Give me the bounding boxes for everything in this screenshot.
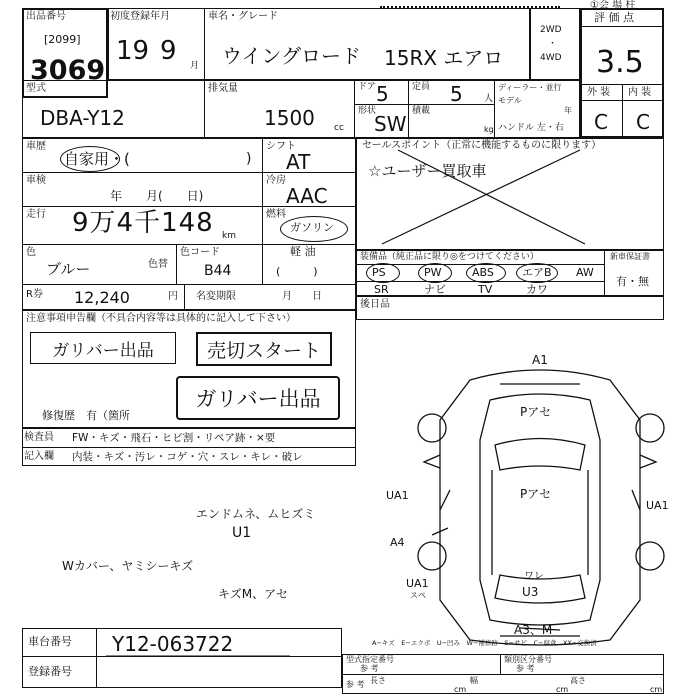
chassis-label: 車台番号	[28, 635, 72, 648]
new-warranty-value: 有・無	[616, 275, 649, 288]
grade: 15RX エアロ	[384, 46, 504, 70]
r-value: 12,240	[74, 288, 130, 307]
handwritten-note-2: U1	[232, 525, 252, 541]
fuel-label: 燃料	[266, 209, 286, 220]
inspector-label: 検査員	[24, 432, 54, 443]
mileage-value: 9万4千148	[72, 208, 214, 238]
shift-value: AT	[286, 150, 311, 174]
windshield	[495, 439, 585, 471]
mark-a1-top: A1	[532, 353, 548, 367]
color-code-title: 色コード	[180, 247, 220, 258]
capacity-value: 5	[450, 82, 463, 106]
stamp-gulliver-1: ガリバー出品	[30, 332, 176, 364]
legend-row1: FW・キズ・飛石・ヒビ割・リペア跡・×要	[72, 432, 276, 444]
first-reg-month: 9	[160, 36, 177, 66]
ext-label: 外 装	[587, 87, 611, 98]
model-year-label: モデル	[498, 96, 522, 105]
equip-abs: ABS	[472, 266, 494, 279]
cross-line-2	[382, 150, 580, 244]
car-inner	[480, 394, 600, 625]
lot-label: 出品番号	[26, 11, 66, 22]
first-reg-label: 初度登録年月	[110, 11, 170, 22]
selling-value: ☆ユーザー買取車	[368, 162, 487, 180]
color-code-value: B44	[204, 263, 232, 279]
entry-label: 記入欄	[24, 451, 54, 462]
displacement-label: 排気量	[208, 83, 238, 94]
kg-unit: kg	[484, 125, 494, 134]
equip-aw: AW	[576, 266, 594, 279]
venue-label: ①会 場 柱	[590, 0, 636, 11]
shape-label: 形状	[358, 106, 377, 116]
model-value: DBA-Y12	[40, 106, 125, 130]
mark-ua1-bottom: UA1	[406, 577, 429, 590]
stamp-start: 売切スタート	[196, 332, 332, 366]
name-label: 車名・グレード	[208, 11, 278, 22]
shift-label: シフト	[266, 141, 296, 152]
doors-value: 5	[376, 82, 389, 106]
length-label: 長さ	[370, 676, 386, 685]
year-unit: 年	[564, 106, 572, 115]
mark-a3m: A3、M	[514, 623, 553, 637]
fuel-diesel: 軽 油	[290, 245, 316, 258]
ref-label-2: 参 考	[516, 664, 535, 673]
name-change-fields: 月 日	[282, 291, 322, 302]
history-close: )	[246, 151, 252, 167]
mark-stroke-2	[632, 490, 640, 510]
shape-value: SW	[374, 112, 407, 136]
lot-sub: [2099]	[44, 33, 81, 46]
footer-right-div	[342, 674, 664, 675]
cm-unit-1: cm	[454, 685, 467, 694]
capacity-label: 定員	[412, 82, 431, 92]
history-label: 車歴	[26, 141, 46, 152]
ref-label-3: 参 考	[346, 680, 365, 689]
color-value: ブルー	[46, 260, 91, 278]
equip-label: 装備品（純正品に限り◎をつけてください）	[360, 252, 539, 262]
color-code-label: 色替	[148, 259, 168, 270]
history-value: 自家用・(	[64, 150, 130, 168]
month-unit: 月	[190, 61, 200, 71]
cc-unit: cc	[334, 123, 344, 133]
handwritten-note-4: キズM、アセ	[218, 587, 288, 601]
lot-number: 3069	[30, 55, 106, 86]
ref-label-1: 参 考	[360, 664, 379, 673]
diagram-legend: A−キズ E−エクボ U−凹み W−補修跡 S−サビ C−腐食 XX−交換済	[372, 639, 597, 647]
footer-div-h	[22, 656, 342, 657]
mark-pase-2: Pアセ	[520, 487, 552, 501]
wheel-fl	[418, 414, 446, 442]
rear-seat-label: 後日品	[360, 299, 390, 310]
color-label: 色	[26, 247, 36, 258]
mark-stroke-1	[440, 490, 450, 510]
mark-small: スペ	[410, 591, 426, 600]
footer-right-vdiv	[500, 654, 501, 674]
equip-navi: ナビ	[424, 283, 446, 296]
chassis-value: Y12-063722	[112, 632, 234, 656]
footer-div-v	[96, 628, 97, 688]
displacement-value: 1500	[264, 106, 315, 130]
fuel-gasoline: ガソリン	[290, 221, 334, 234]
equip-airbag: エアB	[522, 266, 552, 279]
repair-label: 修復歴 有（箇所	[42, 409, 130, 422]
mark-ua1-right: UA1	[646, 499, 669, 512]
km-unit: km	[222, 231, 236, 241]
dealer-label: ディーラー・並行	[498, 83, 562, 92]
aircon-value: AAC	[286, 184, 328, 208]
equip-ps: PS	[372, 266, 386, 279]
reg-label: 登録番号	[28, 665, 72, 678]
score-label: 評 価 点	[594, 11, 634, 24]
mirror-left	[424, 455, 440, 468]
drive-dot: ・	[548, 39, 558, 49]
cm-unit-3: cm	[650, 685, 663, 694]
class-num-label: 類別区分番号	[504, 655, 552, 664]
first-reg-year: 19	[116, 36, 150, 66]
r-label: R券	[26, 289, 43, 300]
handwritten-note-3: Wカバー、ヤミシーキズ	[62, 559, 194, 573]
mark-pase-1: Pアセ	[520, 405, 552, 419]
cross-line-1	[398, 150, 585, 244]
drive-4wd: 4WD	[540, 53, 562, 63]
int-value: C	[636, 110, 650, 134]
notes-label: 注意事項申告欄（不具合内容等は具体的に記入して下さい）	[26, 313, 296, 324]
mileage-label: 走行	[26, 209, 46, 220]
aircon-label: 冷房	[266, 175, 286, 186]
selling-label: セールスポイント（正常に機能するものに限ります）	[362, 140, 602, 151]
fuel-paren: ( )	[276, 265, 318, 278]
load-label: 積載	[412, 106, 431, 116]
new-warranty-label: 新車保証書	[610, 252, 650, 261]
doors-label: ドア	[358, 82, 376, 92]
drive-2wd: 2WD	[540, 25, 562, 35]
equip-leather: カワ	[526, 283, 548, 296]
mark-ua1-left: UA1	[386, 489, 409, 502]
cm-unit-2: cm	[556, 685, 569, 694]
mirror-right	[640, 455, 656, 468]
equip-tv: TV	[478, 283, 493, 296]
mark-a4: A4	[390, 536, 405, 549]
wheel-rl	[418, 542, 446, 570]
inspection-fields: 年 月( 日)	[110, 189, 204, 203]
equip-sr: SR	[374, 283, 389, 296]
person-unit: 人	[484, 94, 494, 104]
model-label: 型式	[26, 83, 46, 94]
handwritten-note-1: エンドムネ、ムヒズミ	[196, 507, 316, 521]
height-label: 高さ	[570, 676, 586, 685]
yen-unit: 円	[168, 291, 178, 302]
spec-num-label: 型式指定番号	[346, 655, 394, 664]
car-name: ウイングロード	[222, 44, 361, 68]
width-label: 幅	[470, 676, 478, 685]
mark-u3-top: ワレ	[524, 571, 544, 582]
mark-u3: U3	[522, 585, 539, 599]
equip-pw: PW	[424, 266, 442, 279]
name-change-label: 名変期限	[196, 291, 236, 302]
handle-label: ハンドル 左・右	[498, 123, 564, 133]
stamp-gulliver-2: ガリバー出品	[176, 376, 340, 420]
ext-value: C	[594, 110, 608, 134]
legend-row2: 内装・キズ・汚レ・コゲ・穴・スレ・キレ・破レ	[72, 451, 303, 463]
int-label: 内 装	[628, 87, 652, 98]
inspection-label: 車検	[26, 175, 46, 186]
score-value: 3.5	[596, 45, 644, 80]
